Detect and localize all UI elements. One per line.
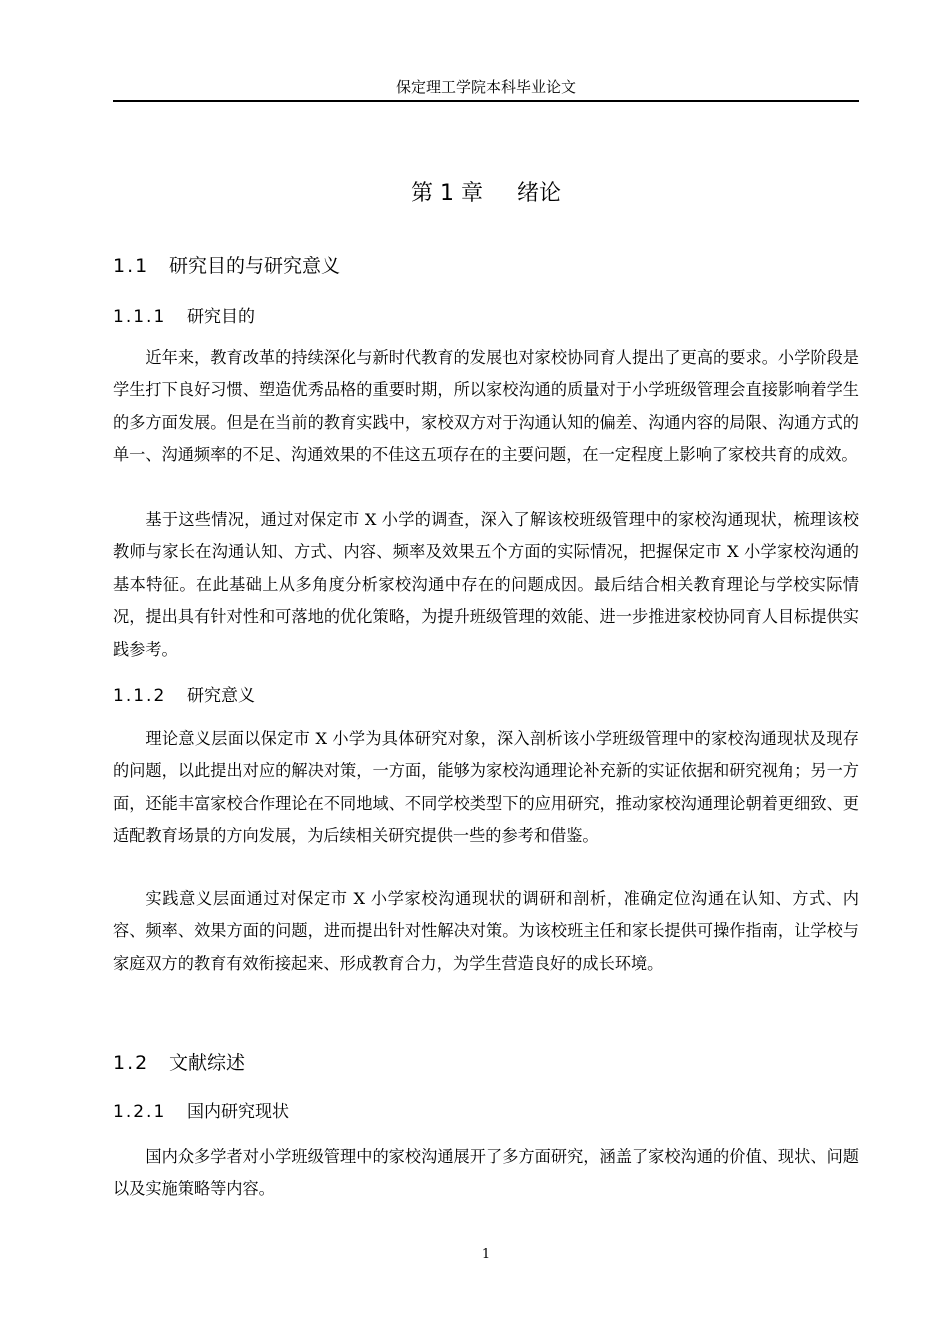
page-number: 1: [481, 1247, 491, 1262]
paragraph: 理论意义层面以保定市 X 小学为具体研究对象，深入剖析该小学班级管理中的家校沟通现状及现存的问题，以此提出对应的解决对策，一方面，能够为家校沟通理论补充新的实证依据和研究视角；另一方面，还能丰富家校合作理论在不同地域、不同学校类型下的应用研究，推动家校沟通理论朝着更细致、更适配教育场景的方向发展，为后续相关研究提供一些的参考和借鉴。: [113, 729, 859, 846]
paragraph: 国内众多学者对小学班级管理中的家校沟通展开了多方面研究，涵盖了家校沟通的价值、现状、问题以及实施策略等内容。: [113, 1147, 859, 1199]
chapter-title: [113, 176, 859, 212]
section-heading-1-2: [113, 1048, 245, 1078]
header-rule: [113, 100, 859, 102]
section-title: 文献综述: [169, 1052, 246, 1074]
section-number: 1.1: [113, 255, 150, 277]
section-heading-1-1: [113, 251, 340, 281]
subsection-heading-1-1-2: [113, 682, 255, 710]
subsection-heading-1-1-1: [113, 303, 255, 331]
subsection-title: 研究目的: [187, 307, 255, 327]
chapter-name: 绪论: [516, 181, 561, 206]
subsection-number: 1.2.1: [113, 1102, 167, 1122]
section-number: 1.2: [113, 1052, 150, 1074]
subsection-title: 研究意义: [187, 686, 255, 706]
section-title: 研究目的与研究意义: [169, 255, 341, 277]
paragraph: 基于这些情况，通过对保定市 X 小学的调查，深入了解该校班级管理中的家校沟通现状，梳理该校教师与家长在沟通认知、方式、内容、频率及效果五个方面的实际情况，把握保定市 X 小学家校沟通的基本特征。在此基础上从多角度分析家校沟通中存在的问题成因。最后结合相关教育理论与学校实际情况，提出具有针对性和可落地的优化策略，为提升班级管理的效能、进一步推进家校协同育人目标提供实践参考。: [113, 510, 859, 659]
chapter-number: 第 1 章: [411, 181, 483, 206]
paragraph: 实践意义层面通过对保定市 X 小学家校沟通现状的调研和剖析，准确定位沟通在认知、方式、内容、频率、效果方面的问题，进而提出针对性解决对策。为该校班主任和家长提供可操作指南，让学校与家庭双方的教育有效衔接起来、形成教育合力，为学生营造良好的成长环境。: [113, 889, 859, 973]
subsection-number: 1.1.2: [113, 686, 167, 706]
paragraph: 近年来，教育改革的持续深化与新时代教育的发展也对家校协同育人提出了更高的要求。小学阶段是学生打下良好习惯、塑造优秀品格的重要时期，所以家校沟通的质量对于小学班级管理会直接影响着学生的多方面发展。但是在当前的教育实践中，家校双方对于沟通认知的偏差、沟通内容的局限、沟通方式的单一、沟通频率的不足、沟通效果的不佳这五项存在的主要问题，在一定程度上影响了家校共育的成效。: [113, 348, 859, 465]
subsection-heading-1-2-1: [113, 1098, 289, 1126]
subsection-title: 国内研究现状: [187, 1102, 289, 1122]
subsection-number: 1.1.1: [113, 307, 167, 327]
running-header: 保定理工学院本科毕业论文: [395, 78, 576, 96]
